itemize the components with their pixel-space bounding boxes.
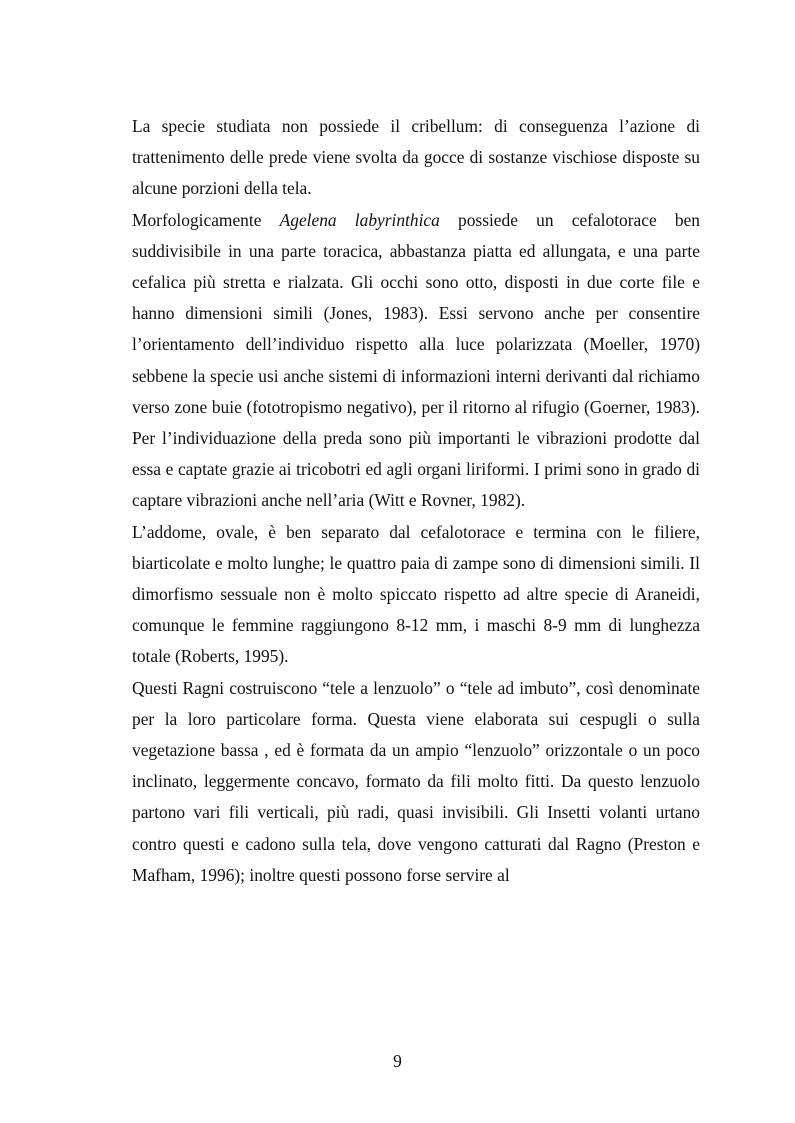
page-number: 9 (393, 1051, 402, 1071)
paragraph-morphology-rest: possiede un cefalotorace ben suddivisibile in una parte toracica, abbastanza piatta ed allungata, e una parte cefalica più stretta e rialzata. Gli occhi sono otto, disposti in due corte file e hanno dimensioni simili (Jones, 1983). Essi servono anche per consentire l’orientamento dell’individuo rispetto alla luce polarizzata (Moeller, 1970) sebbene la specie usi anche sistemi di informazioni interni derivanti dal richiamo verso zone buie (fototropismo negativo), per il ritorno al rifugio (Goerner, 1983). Per l’individuazione della preda sono più importanti le vibrazioni prodotte dal essa e captate grazie ai tricobotri ed agli organi liriformi. I primi sono in grado di captare vibrazioni anche nell’aria (Witt e Rovner, 1982). (132, 209, 700, 511)
body-text (132, 111, 700, 891)
paragraph-morphology (132, 205, 700, 517)
paragraph-webs: Questi Ragni costruiscono “tele a lenzuolo” o “tele ad imbuto”, così denominate per la loro particolare forma. Questa viene elaborata sui cespugli o sulla vegetazione bassa , ed è formata da un ampio “lenzuolo” orizzontale o un poco inclinato, leggermente concavo, formato da fili molto fitti. Da questo lenzuolo partono vari fili verticali, più radi, quasi invisibili. Gli Insetti volanti urtano contro questi e cadono sulla tela, dove vengono catturati dal Ragno (Preston e Mafham, 1996); inoltre questi possono forse servire al (132, 677, 700, 885)
species-name: Agelena labyrinthica (279, 209, 440, 230)
paragraph-cribellum: La specie studiata non possiede il cribellum: di conseguenza l’azione di trattenimento delle prede viene svolta da gocce di sostanze vischiose disposte su alcune porzioni della tela. (132, 116, 700, 199)
paragraph-morphology-lead: Morfologicamente (132, 209, 280, 230)
paragraph-abdomen: L’addome, ovale, è ben separato dal cefalotorace e termina con le filiere, biarticolate e molto lunghe; le quattro paia di zampe sono di dimensioni simili. Il dimorfismo sessuale non è molto spiccato rispetto ad altre specie di Araneidi, comunque le femmine raggiungono 8-12 mm, i maschi 8-9 mm di lunghezza totale (Roberts, 1995). (132, 521, 700, 667)
